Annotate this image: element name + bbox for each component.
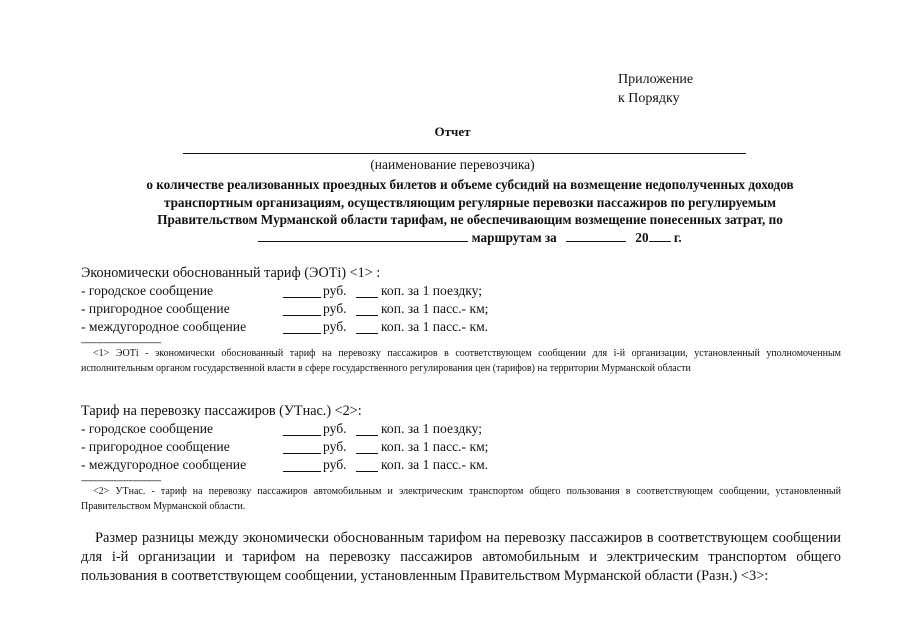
heading-line-2: транспортным организациям, осуществляющим регулярные перевозки пассажиров по регулируемым <box>163 194 777 210</box>
rub-label: руб. <box>323 283 347 298</box>
section2-title: Тариф на перевозку пассажиров (УТнас.) <2>: <box>81 403 362 419</box>
kop-blank <box>356 303 378 316</box>
section1-separator: -------------------------------- <box>81 337 161 347</box>
appendix-line-2: к Порядку <box>618 91 680 106</box>
kop-label: коп. за 1 поездку; <box>381 283 483 298</box>
section2-footnote: <2> УТнас. - тариф на перевозку пассажиров автомобильным и электрическим транспортом общего пользования в соответствующем сообщении, установленный Правительством Мурманской области. <box>81 486 841 512</box>
rub-label: руб. <box>323 457 347 472</box>
section2-separator: -------------------------------- <box>81 475 161 485</box>
row-label: - городское сообщение <box>81 283 214 298</box>
kop-blank <box>356 459 378 472</box>
rub-label: руб. <box>323 439 347 454</box>
row-label: - пригородное сообщение <box>81 439 230 454</box>
section2-row-intercity <box>81 457 581 475</box>
year-prefix: 20 <box>635 229 649 245</box>
rub-label: руб. <box>323 421 347 436</box>
carrier-name-line <box>183 153 746 154</box>
appendix-line-1: Приложение <box>618 72 694 87</box>
rub-blank <box>283 441 321 454</box>
kop-label: коп. за 1 пасс.- км. <box>381 319 489 334</box>
kop-label: коп. за 1 пасс.- км; <box>381 439 489 454</box>
heading-line-3: Правительством Мурманской области тарифам, не обеспечивающим возмещение понесенных затрат, по <box>157 212 783 227</box>
rub-label: руб. <box>323 301 347 316</box>
row-label: - междугородное сообщение <box>81 457 247 472</box>
kop-label: коп. за 1 пасс.- км; <box>381 301 489 316</box>
section2-row-city <box>81 421 581 439</box>
kop-blank <box>356 423 378 436</box>
difference-paragraph: Размер разницы между экономически обоснованным тарифом на перевозку пассажиров в соответствующем сообщении для i-й организации и тарифом на перевозку пассажиров автомобильным и электрическим транспортом общего пользования в соответствующем сообщении, установленным Правительством Мурманской области (Разн.) <3>: <box>81 530 841 584</box>
appendix-block <box>618 70 693 108</box>
year-blank <box>649 229 671 242</box>
row-label: - пригородное сообщение <box>81 301 230 316</box>
section1-title: Экономически обоснованный тариф (ЭОТi) <1> : <box>81 265 381 281</box>
rub-blank <box>283 285 321 298</box>
carrier-caption: (наименование перевозчика) <box>370 157 535 172</box>
rub-label: руб. <box>323 319 347 334</box>
kop-blank <box>356 321 378 334</box>
rub-blank <box>283 423 321 436</box>
heading-line-4 <box>60 229 880 247</box>
rub-blank <box>283 303 321 316</box>
kop-label: коп. за 1 пасс.- км. <box>381 457 489 472</box>
rub-blank <box>283 321 321 334</box>
section2-row-suburban <box>81 439 581 457</box>
row-label: - городское сообщение <box>81 421 214 436</box>
year-suffix: г. <box>673 229 682 245</box>
section1-row-city <box>81 283 581 301</box>
heading-line-1: о количестве реализованных проездных билетов и объеме субсидий на возмещение недополученных доходов <box>146 177 794 192</box>
section1-row-suburban <box>81 301 581 319</box>
section1-footnote: <1> ЭОТi - экономически обоснованный тариф на перевозку пассажиров в соответствующем сообщении для i-й организации, установленный уполномоченным исполнительным органом государственной власти в сфере государственного регулирования цен (тарифов) на территории Мурманской области <box>81 348 841 374</box>
section1-row-intercity <box>81 319 581 337</box>
row-label: - междугородное сообщение <box>81 319 247 334</box>
report-heading <box>60 176 880 246</box>
kop-blank <box>356 441 378 454</box>
rub-blank <box>283 459 321 472</box>
routes-blank <box>258 229 468 242</box>
report-title: Отчет <box>434 124 471 139</box>
kop-label: коп. за 1 поездку; <box>381 421 483 436</box>
period-blank <box>566 229 626 242</box>
kop-blank <box>356 285 378 298</box>
routes-label: маршрутам за <box>471 229 557 245</box>
